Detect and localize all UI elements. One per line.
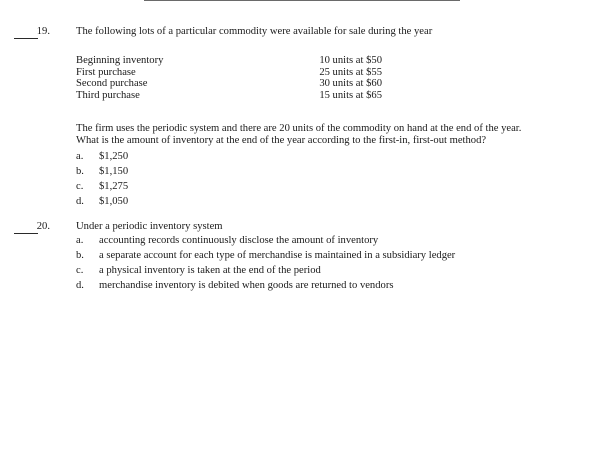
choice-letter: a. xyxy=(76,235,84,246)
lot-value: 30 units at $60 xyxy=(319,78,382,90)
choice-text: $1,050 xyxy=(99,196,129,207)
choice-letter: d. xyxy=(76,280,84,291)
lot-row xyxy=(76,91,382,103)
answer-choice-d[interactable] xyxy=(76,281,393,292)
answer-choice-a[interactable] xyxy=(76,152,128,163)
answer-choice-a[interactable] xyxy=(76,236,378,247)
question-number: 20. xyxy=(36,221,50,232)
choice-text: a separate account for each type of merchandise is maintained in a subsidiary ledger xyxy=(99,250,456,261)
answer-choice-b[interactable] xyxy=(76,167,128,178)
lot-label: Beginning inventory xyxy=(76,55,164,66)
question-prompt-line: What is the amount of inventory at the end of the year according to the first-in, first-out method? xyxy=(76,135,487,146)
question-stem: Under a periodic inventory system xyxy=(76,221,223,232)
choice-letter: c. xyxy=(76,265,84,276)
answer-choice-c[interactable] xyxy=(76,182,128,193)
answer-blank-q19[interactable] xyxy=(14,38,38,39)
choice-text: merchandise inventory is debited when goods are returned to vendors xyxy=(99,280,394,291)
question-prompt-line: The firm uses the periodic system and there are 20 units of the commodity on hand at the end of the year. xyxy=(76,123,522,134)
choice-letter: b. xyxy=(76,250,84,261)
question-number: 19. xyxy=(36,26,50,37)
choice-letter: c. xyxy=(76,181,84,192)
page-top-rule xyxy=(144,0,460,1)
choice-text: $1,150 xyxy=(99,166,129,177)
question-stem: The following lots of a particular commodity were available for sale during the year xyxy=(76,26,433,37)
lot-value: 15 units at $65 xyxy=(319,89,382,101)
answer-choice-d[interactable] xyxy=(76,197,128,208)
lot-label: First purchase xyxy=(76,66,136,78)
lot-label: Second purchase xyxy=(76,78,148,90)
answer-choice-b[interactable] xyxy=(76,251,455,262)
choice-text: accounting records continuously disclose the amount of inventory xyxy=(99,235,379,246)
lot-table xyxy=(76,56,382,102)
choice-letter: d. xyxy=(76,196,84,207)
lot-value: 25 units at $55 xyxy=(319,66,382,78)
choice-text: a physical inventory is taken at the end of the period xyxy=(99,265,321,276)
answer-choice-c[interactable] xyxy=(76,266,321,277)
choice-letter: a. xyxy=(76,151,84,162)
lot-value: 10 units at $50 xyxy=(319,55,382,66)
choice-text: $1,275 xyxy=(99,181,129,192)
lot-row xyxy=(76,56,382,68)
choice-text: $1,250 xyxy=(99,151,129,162)
lot-label: Third purchase xyxy=(76,89,140,101)
answer-blank-q20[interactable] xyxy=(14,233,38,234)
choice-letter: b. xyxy=(76,166,84,177)
